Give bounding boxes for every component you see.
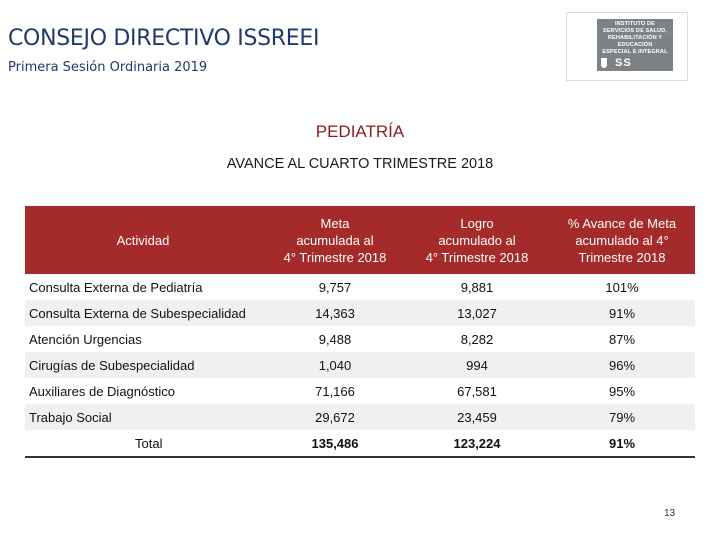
cell-logro: 8,282 bbox=[405, 326, 549, 352]
cell-logro: 67,581 bbox=[405, 378, 549, 404]
header-logro-line: 4° Trimestre 2018 bbox=[425, 249, 529, 265]
cell-logro: 9,881 bbox=[405, 274, 549, 300]
logo-line: INSTITUTO DE bbox=[615, 21, 655, 27]
header-meta bbox=[265, 206, 405, 274]
table-row bbox=[25, 326, 695, 352]
header-meta-line: 4° Trimestre 2018 bbox=[283, 249, 387, 265]
cell-meta: 29,672 bbox=[265, 404, 405, 430]
cell-avance: 79% bbox=[549, 404, 695, 430]
cell-meta: 71,166 bbox=[265, 378, 405, 404]
progress-table-wrapper bbox=[25, 206, 695, 458]
cell-logro: 23,459 bbox=[405, 404, 549, 430]
cell-actividad: Consulta Externa de Pediatría bbox=[25, 274, 265, 300]
header-actividad: Actividad bbox=[25, 206, 265, 274]
table-row bbox=[25, 274, 695, 300]
logo-line: EDUCACIÓN bbox=[617, 42, 653, 48]
cell-actividad: Cirugías de Subespecialidad bbox=[25, 352, 265, 378]
cell-meta: 9,757 bbox=[265, 274, 405, 300]
table-row bbox=[25, 378, 695, 404]
header-logro-line: acumulado al bbox=[438, 232, 516, 248]
total-label: Total bbox=[25, 430, 265, 457]
page-title: CONSEJO DIRECTIVO ISSREEI bbox=[8, 26, 320, 51]
page-number: 13 bbox=[664, 508, 676, 519]
table-row bbox=[25, 352, 695, 378]
table-row bbox=[25, 404, 695, 430]
header-logro bbox=[405, 206, 549, 274]
cell-logro: 994 bbox=[405, 352, 549, 378]
header-meta-line: Meta bbox=[320, 215, 350, 231]
header-avance bbox=[549, 206, 695, 274]
total-avance: 91% bbox=[549, 430, 695, 457]
cell-avance: 96% bbox=[549, 352, 695, 378]
table-total-row bbox=[25, 430, 695, 457]
cell-meta: 14,363 bbox=[265, 300, 405, 326]
cell-actividad: Auxiliares de Diagnóstico bbox=[25, 378, 265, 404]
total-logro: 123,224 bbox=[405, 430, 549, 457]
cell-avance: 87% bbox=[549, 326, 695, 352]
cell-avance: 95% bbox=[549, 378, 695, 404]
logo-abbr: SS bbox=[615, 57, 632, 69]
cell-avance: 91% bbox=[549, 300, 695, 326]
header-avance-line: Trimestre 2018 bbox=[578, 249, 666, 265]
cell-actividad: Consulta Externa de Subespecialidad bbox=[25, 300, 265, 326]
table-title: AVANCE AL CUARTO TRIMESTRE 2018 bbox=[226, 156, 494, 172]
total-meta: 135,486 bbox=[265, 430, 405, 457]
table-row bbox=[25, 300, 695, 326]
table-header-row bbox=[25, 206, 695, 274]
cell-avance: 101% bbox=[549, 274, 695, 300]
logo-mark-icon bbox=[601, 58, 607, 68]
cell-meta: 9,488 bbox=[265, 326, 405, 352]
header-meta-line: acumulada al bbox=[296, 232, 374, 248]
header-logro-line: Logro bbox=[460, 215, 494, 231]
cell-actividad: Trabajo Social bbox=[25, 404, 265, 430]
section-title: PEDIATRÍA bbox=[315, 122, 405, 141]
institute-logo bbox=[566, 12, 688, 81]
progress-table bbox=[25, 206, 695, 458]
cell-logro: 13,027 bbox=[405, 300, 549, 326]
cell-actividad: Atención Urgencias bbox=[25, 326, 265, 352]
page-subtitle: Primera Sesión Ordinaria 2019 bbox=[8, 60, 208, 75]
logo-line: REHABILITACIÓN Y bbox=[607, 35, 663, 41]
logo-text bbox=[597, 19, 673, 56]
header-avance-line: acumulado al 4° bbox=[575, 232, 669, 248]
logo-badge bbox=[597, 19, 673, 71]
logo-line: ESPECIAL E INTEGRAL bbox=[602, 49, 668, 55]
cell-meta: 1,040 bbox=[265, 352, 405, 378]
header-avance-line: % Avance de Meta bbox=[567, 215, 677, 231]
logo-line: SERVICIOS DE SALUD, bbox=[603, 28, 667, 34]
